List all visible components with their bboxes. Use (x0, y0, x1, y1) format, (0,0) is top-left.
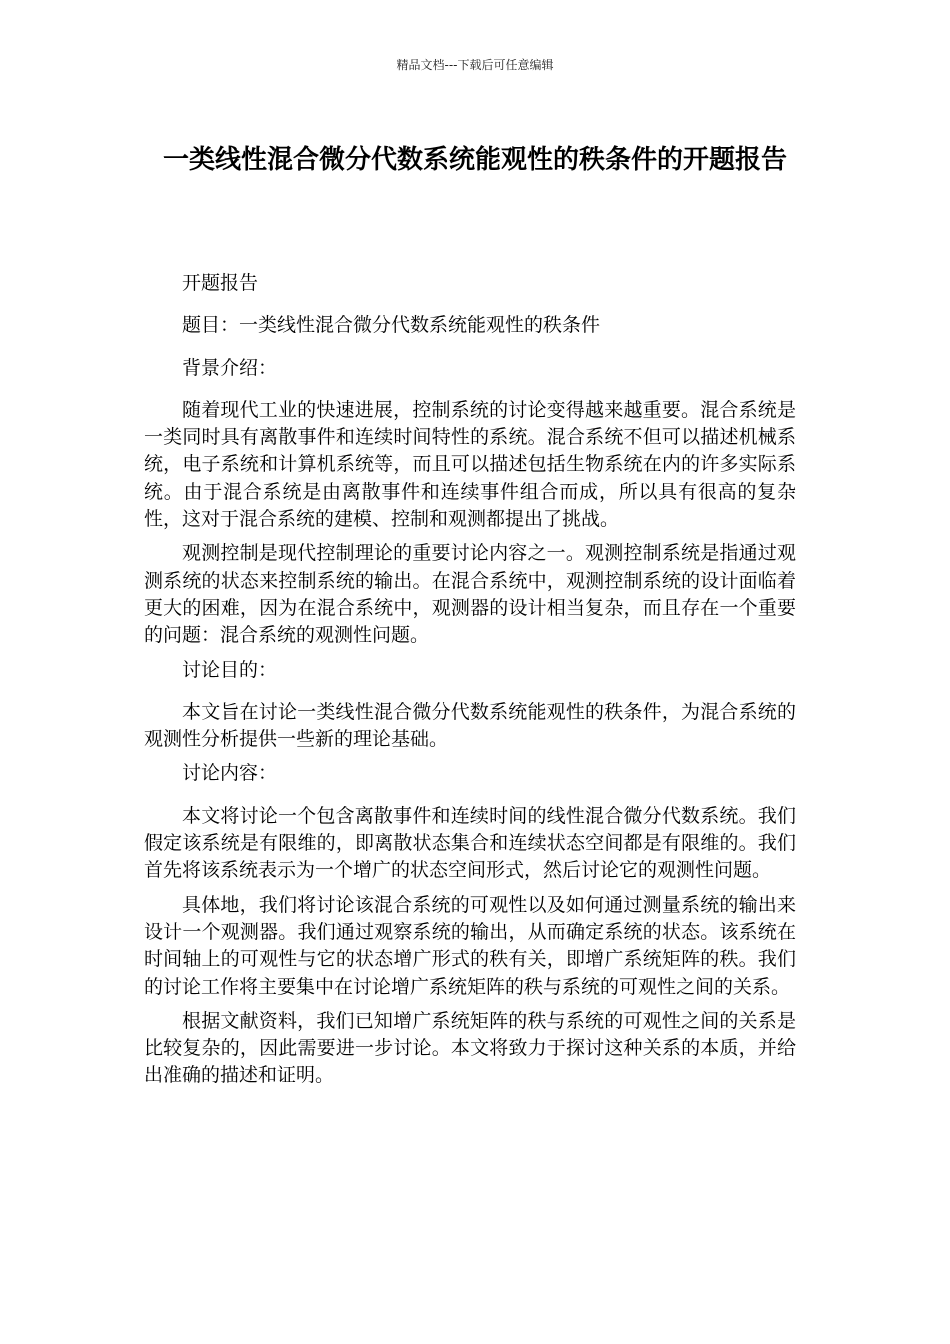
content-paragraph-1: 本文将讨论一个包含离散事件和连续时间的线性混合微分代数系统。我们假定该系统是有限维的，即离散状态集合和连续状态空间都是有限维的。我们首先将该系统表示为一个增广的状态空间形式，然后讨论它的观测性问题。 (144, 804, 796, 882)
background-paragraph-1: 随着现代工业的快速进展，控制系统的讨论变得越来越重要。混合系统是一类同时具有离散事件和连续时间特性的系统。混合系统不但可以描述机械系统，电子系统和计算机系统等，而且可以描述包括生物系统在内的许多实际系统。由于混合系统是由离散事件和连续事件组合而成，所以具有很高的复杂性，这对于混合系统的建模、控制和观测都提出了挑战。 (144, 398, 796, 531)
background-heading: 背景介绍： (182, 356, 278, 379)
purpose-heading: 讨论目的： (182, 658, 278, 681)
content-heading: 讨论内容： (182, 762, 278, 785)
topic-line: 题目：一类线性混合微分代数系统能观性的秩条件 (182, 314, 601, 337)
purpose-paragraph: 本文旨在讨论一类线性混合微分代数系统能观性的秩条件，为混合系统的观测性分析提供一些新的理论基础。 (144, 700, 796, 751)
content-paragraph-2: 具体地，我们将讨论该混合系统的可观性以及如何通过测量系统的输出来设计一个观测器。我们通过观察系统的输出，从而确定系统的状态。该系统在时间轴上的可观性与它的状态增广形式的秩有关，即增广系统矩阵的秩。我们的讨论工作将主要集中在讨论增广系统矩阵的秩与系统的可观性之间的关系。 (144, 893, 796, 998)
report-label: 开题报告 (182, 272, 259, 294)
document-body (144, 270, 796, 1097)
page-header: 精品文档---下载后可任意编辑 (396, 58, 554, 72)
background-paragraph-2: 观测控制是现代控制理论的重要讨论内容之一。观测控制系统是指通过观测系统的状态来控制系统的输出。在混合系统中，观测控制系统的设计面临着更大的困难，因为在混合系统中，观测器的设计相当复杂，而且存在一个重要的问题：混合系统的观测性问题。 (144, 542, 796, 647)
document-title: 一类线性混合微分代数系统能观性的秩条件的开题报告 (162, 145, 787, 175)
content-paragraph-3: 根据文献资料，我们已知增广系统矩阵的秩与系统的可观性之间的关系是比较复杂的，因此需要进一步讨论。本文将致力于探讨这种关系的本质，并给出准确的描述和证明。 (144, 1009, 796, 1087)
